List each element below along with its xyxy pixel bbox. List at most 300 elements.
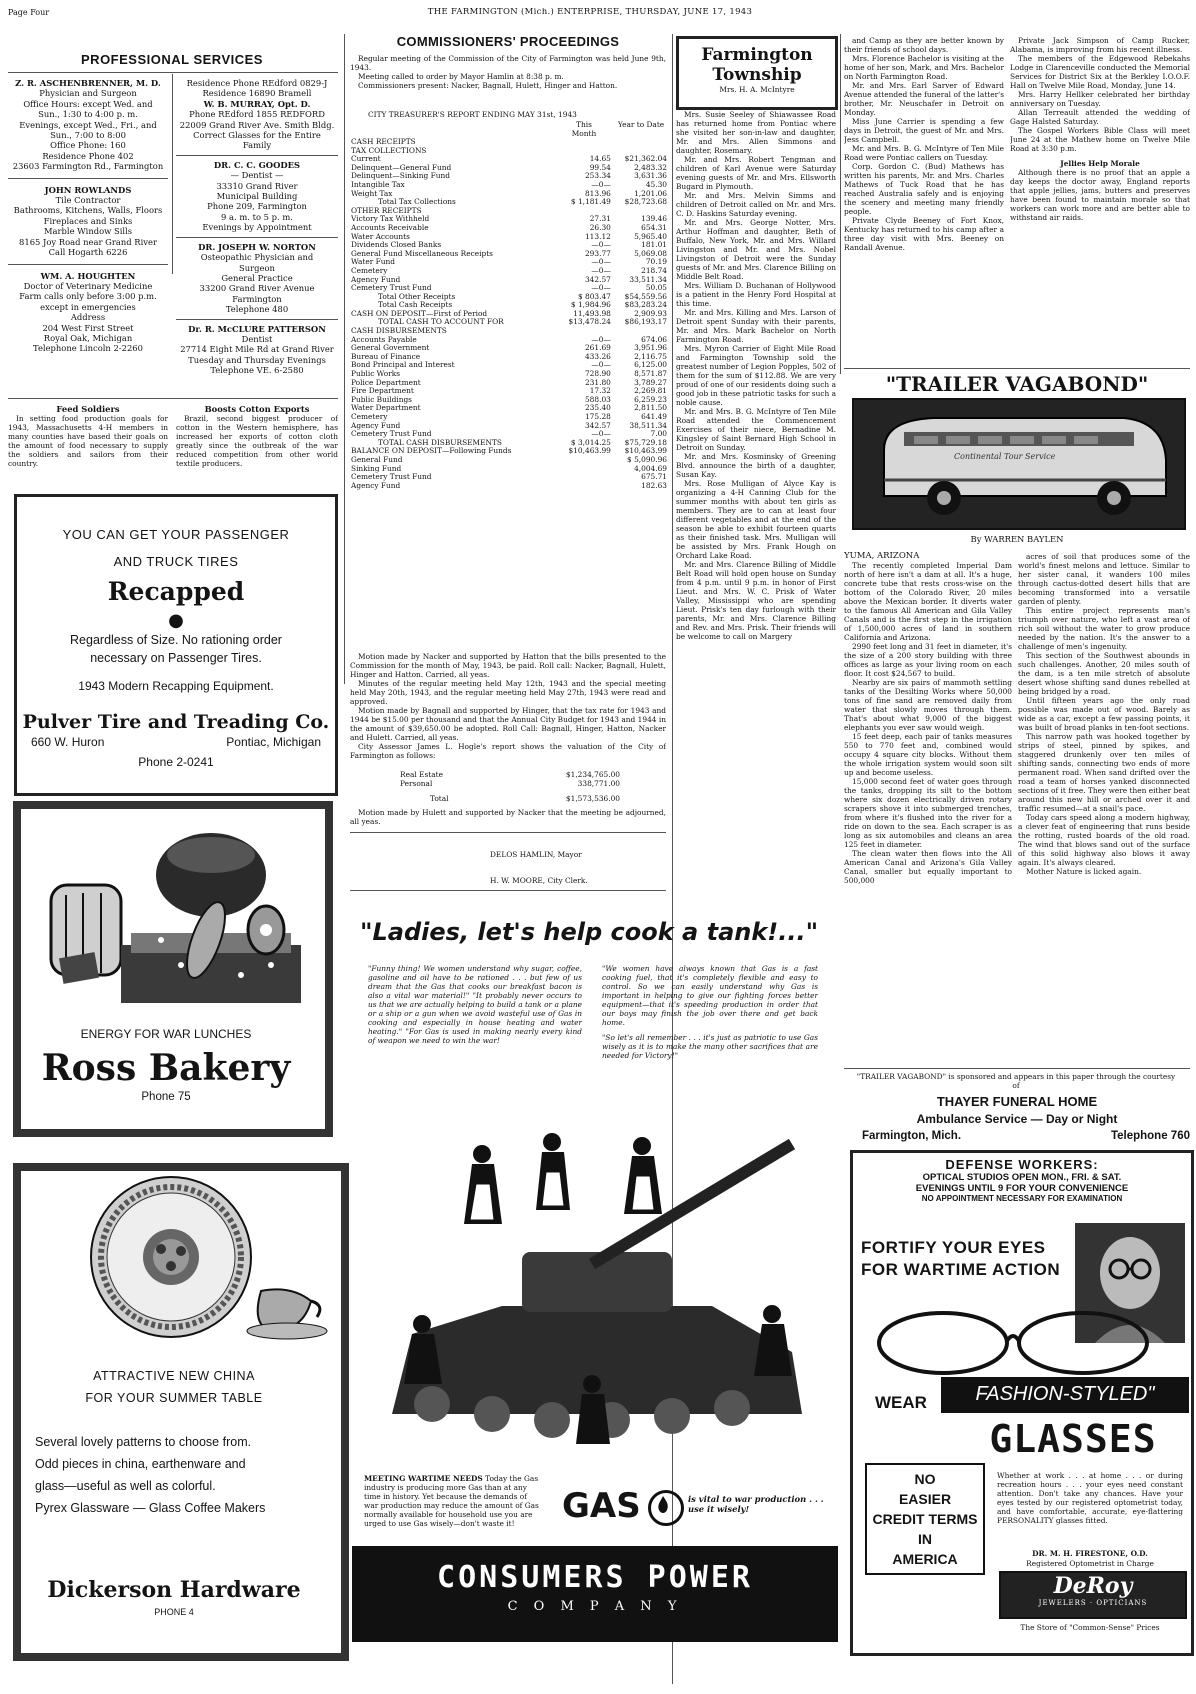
paragraph: Motion made by Hulett and supported by Nacker that the meeting be adjourned, all yeas.	[350, 808, 666, 826]
professional-left-column	[8, 78, 168, 398]
ledger-ytd-value: 38,511.34	[629, 420, 667, 430]
ledger-row	[350, 147, 668, 156]
valuation-label: Personal	[400, 779, 433, 788]
listing-line: Telephone VE. 6-2580	[210, 365, 304, 376]
listing-name: JOHN ROWLANDS	[44, 184, 132, 195]
ledger-row	[350, 258, 668, 267]
ledger-label: CASH DISBURSEMENTS	[351, 326, 447, 336]
ledger-month-value	[556, 465, 612, 474]
listing-line: Evenings, except Wed., Fri., and	[19, 119, 157, 130]
ledger-month-value: 342.57	[584, 274, 611, 284]
ledger-label: General Fund Miscellaneous Receipts	[351, 248, 493, 258]
tank-with-women-illustration	[352, 1084, 838, 1464]
signature-mayor: DELOS HAMLIN, Mayor	[490, 850, 582, 859]
listing-line: Bathrooms, Kitchens, Walls, Floors	[13, 205, 163, 216]
ad-line: necessary on Passenger Tires.	[90, 651, 262, 665]
listing-aschenbrenner	[8, 78, 168, 172]
ledger-label: Cemetery Trust Fund	[351, 283, 432, 293]
ledger-ytd-value: $10,463.99	[624, 446, 667, 456]
commissioners-closing	[350, 808, 666, 826]
ledger-ytd-value: 70.19	[645, 257, 667, 267]
ad-line: CREDIT TERMS	[872, 1511, 978, 1527]
ad-line: EVENINGS UNTIL 9 FOR YOUR CONVENIENCE	[915, 1183, 1129, 1194]
ad-copy: Whether at work . . . at home . . . or during recreation hours . . . your eyes need constant attention. Don't take any chances. Have your eyes tested by our registered optometrist today, and have comfortable, accurate, eye-flattering PERSONALITY glasses fitted.	[997, 1471, 1183, 1525]
ledger-label: Total Other Receipts	[378, 291, 456, 301]
fineprint-title: MEETING WARTIME NEEDS	[364, 1474, 483, 1483]
ledger-row	[350, 404, 668, 413]
paragraph: Mrs. Rose Mulligan of Alyce Kay is organizing a 4-H Canning Club for the summer months with about ten girls as members. They are to can at least four different vegetables and at the end of the season be able to exhibit fourteen quarts as their finished task. Mrs. Mulligan will be assisted by Mrs. Frank Hough on Orchard Lake Road.	[676, 479, 836, 560]
ledger-label: Fire Department	[351, 386, 414, 396]
listing-line: Residence 16890 Bramell	[202, 88, 312, 99]
ledger-label: Sinking Fund	[351, 463, 402, 473]
ad-tagline: ENERGY FOR WAR LUNCHES	[80, 1027, 252, 1041]
listing-name: DR. C. C. GOODES	[213, 159, 301, 170]
ledger-label: Accounts Payable	[351, 334, 417, 344]
listing-line: Phone REdford 1855 REDFORD	[189, 109, 325, 120]
ledger-label: Bureau of Finance	[351, 351, 421, 361]
ledger-ytd-value: 641.49	[641, 412, 667, 421]
listing-murray	[176, 78, 338, 151]
listing-line: Royal Oak, Michigan	[43, 332, 133, 343]
ledger-ytd-value: $54,559.56	[624, 291, 667, 301]
brief-feed-soldiers	[8, 404, 168, 490]
ledger-label: Intangible Tax	[351, 179, 405, 189]
masthead: THE FARMINGTON (Mich.) ENTERPRISE, THURSDAY, JUNE 17, 1943	[427, 8, 753, 17]
ledger-ytd-value: 7.00	[650, 429, 667, 439]
listing-name: DR. JOSEPH W. NORTON	[198, 241, 316, 252]
paragraph: This entire project represents man's triumph over nature, who left a vast area of rich soil without the water to grow produce needed by the nation. It's the answer to a challenge of men's ingenuity.	[1018, 606, 1190, 651]
ledger-month-value: $10,463.99	[568, 446, 611, 456]
listing-line: Address	[70, 312, 106, 323]
company-name: CONSUMERS POWER	[437, 1560, 753, 1595]
brief-title: Feed Soldiers	[56, 404, 120, 414]
paragraph: Mr. and Mrs. B. G. McIntyre of Ten Mile Road attended the Commencement Exercises of their niece, Bernadine M. Kingsley of Saint Bernard High School in Detroit on Sunday.	[676, 407, 836, 452]
ad-city: Pontiac, Michigan	[226, 735, 321, 749]
ledger-label: TAX COLLECTIONS	[351, 145, 427, 155]
ledger-month-value: $ 3,014.25	[570, 437, 611, 447]
jellies-title: Jellies Help Morale	[1060, 159, 1140, 168]
ledger-label: Current	[351, 154, 381, 164]
ad-business-name: Ross Bakery	[41, 1047, 291, 1089]
paragraph: "We women have always known that Gas is a fast cooking fuel, that it's completely flexible and easy to control. So we can easily understand why Gas is important in helping to give our fighting forces better equipment—that it's speeding production in order that our boys may finish the job over there and get back home.	[602, 964, 818, 1027]
listing-line: Telephone Lincoln 2-2260	[33, 343, 143, 354]
ad-line: OPTICAL STUDIOS OPEN MON., FRI. & SAT.	[922, 1172, 1122, 1183]
ad-fineprint	[364, 1474, 542, 1528]
paragraph: Mr. and Mrs. George Notter, Mrs. Arthur Hoffman and daughter, Beth of Buffalo, New York, Mr. and Mrs. Willard Livingston and Mr. and Mrs. Nobel Livingston of Detroit were the Sunday guests of Mr. and Mrs. Clarence Billing on Middle Belt Road.	[676, 218, 836, 281]
ledger-ytd-value: $75,729.18	[624, 437, 667, 447]
ad-line: FOR WARTIME ACTION	[861, 1260, 1061, 1279]
ledger-month-value: 433.26	[584, 351, 611, 361]
listing-line: 8165 Joy Road near Grand River	[19, 236, 157, 247]
ledger-month-value	[556, 138, 612, 147]
fortify-headline	[861, 1237, 1061, 1281]
ledger-label: Water Accounts	[351, 231, 410, 241]
gas-logo-text: GAS	[562, 1486, 641, 1526]
ledger-ytd-value: 50.05	[645, 283, 667, 293]
ledger-ytd-value: 33,511.34	[629, 274, 667, 284]
listing-line: Sun., 7:00 to 8:00	[50, 130, 126, 141]
paragraph: Mr. and Mrs. Earl Sarver of Edward Avenue attended the funeral of the latter's brother, Mr. Neuschafer in Detroit on Monday.	[844, 81, 1004, 117]
ad-line: glass—useful as well as colorful.	[35, 1479, 216, 1493]
ad-line: Pyrex Glassware — Glass Coffee Makers	[35, 1501, 266, 1515]
paragraph: Private Clyde Beeney of Fort Knox, Kentucky has returned to his camp after a three day visit with Mrs. Beeney on Randall Avenue.	[844, 216, 1004, 252]
store-tagline: The Store of "Common-Sense" Prices	[1020, 1623, 1160, 1632]
paragraph: Mother Nature is licked again.	[1026, 867, 1142, 876]
ad-business-name: Dickerson Hardware	[47, 1577, 301, 1603]
doctor-title: Registered Optometrist in Charge	[1026, 1559, 1154, 1568]
ledger-label: Bond Principal and Interest	[351, 360, 455, 370]
paragraph: Mr. and Mrs. Killing and Mrs. Larson of Detroit spent Sunday with their parents, Mr. and Mrs. Mark Bachelor on North Farmington Road.	[676, 308, 836, 344]
ad-ross-bakery	[14, 802, 332, 1136]
ad-consumers-power	[352, 898, 838, 1650]
ad-wear: WEAR	[875, 1393, 927, 1412]
ad-line: AND TRUCK TIRES	[113, 554, 239, 569]
listing-line: Residence Phone REdford 0829-J	[186, 78, 328, 88]
ledger-label: Police Department	[351, 377, 421, 387]
trailer-article-column-2	[1018, 552, 1190, 1064]
divider	[8, 72, 338, 73]
company-sub: C O M P A N Y	[507, 1599, 683, 1614]
ledger-month-value: 728.90	[584, 369, 611, 379]
ledger-row	[350, 482, 668, 491]
listing-houghten	[8, 271, 168, 354]
trailer-byline: By WARREN BAYLEN	[970, 534, 1064, 544]
column-head-ytd: Year to Date	[617, 120, 665, 129]
listing-line: Surgeon	[239, 262, 275, 273]
ledger-label: TOTAL CASH DISBURSEMENTS	[378, 437, 502, 447]
ledger-ytd-value: $86,193.17	[624, 317, 667, 327]
paragraph: The recently completed Imperial Dam north of here isn't a dam at all. It's a huge, concrete tube that rests cross-wise on the bottom of the Colorado River, 20 miles above the Mexican border. It diverts water to the famous All American and Gila Valley Canals and is the first step in the irrigation of 1,500,000 acres of land in southern California and Arizona.	[844, 561, 1012, 642]
listing-line: Municipal Building	[216, 191, 298, 202]
listing-patterson	[176, 324, 338, 376]
ledger-label: CASH ON DEPOSIT—First of Period	[351, 308, 488, 318]
ad-subline: 1943 Modern Recapping Equipment.	[78, 679, 274, 693]
divider	[350, 890, 666, 891]
brief-cotton-exports	[176, 404, 338, 490]
paragraph: Mr. and Mrs. Kosminsky of Greening Blvd. announce the birth of a daughter, Susan Kay.	[676, 452, 836, 479]
paragraph: Until fifteen years ago the only road possible was made out of wood. Barely as wide as a car, except a few passing points, it was built of broad planks in ten-foot sections.	[1018, 696, 1190, 732]
sponsor-note: "TRAILER VAGABOND" is sponsored and appears in this paper through the courtesy of	[856, 1072, 1176, 1090]
valuation-label: Total	[430, 794, 449, 803]
ledger-month-value: 11,493.98	[573, 308, 611, 318]
listing-line: Doctor of Veterinary Medicine	[23, 280, 153, 291]
ledger-label: Agency Fund	[351, 274, 401, 284]
ledger-label: Weight Tax	[351, 188, 393, 198]
paragraph: Meeting called to order by Mayor Hamlin at 8:38 p. m.	[358, 72, 564, 81]
trailer-article-column-1	[844, 552, 1012, 1064]
paragraph: This section of the Southwest abounds in such challenges. Another, 20 miles south of the dam, is a ten mile stretch of absolute desert whose shifting sand dunes rebelled at being bridged by a road.	[1018, 651, 1190, 696]
brand-name: DeRoy	[1053, 1573, 1133, 1599]
listing-line: Call Hogarth 6226	[48, 247, 128, 258]
china-plate-illustration	[21, 1171, 341, 1351]
column-rule	[172, 74, 173, 274]
ledger-label: Victory Tax Withheld	[351, 214, 430, 224]
ad-line: Odd pieces in china, earthenware and	[35, 1457, 246, 1471]
paragraph: Mr. and Mrs. Clarence Billing of Middle Belt Road will hold open house on Sunday from 4 p.m. until 9 p.m. in honor of First Lieut. and Mrs. W. C. Prisk of Water Valley, Mississippi who are spending Lieut. Prisk's ten day furlough with their parents, Mr. and Mrs. Clarence Billing and Rev. and Mrs. Prisk. Their friends will be welcome to call on Margery	[676, 560, 836, 641]
listing-line: 204 West First Street	[42, 322, 134, 333]
consumers-power-banner	[352, 1546, 838, 1642]
listing-line: Office Phone: 160	[50, 140, 126, 151]
ledger-ytd-value: 1,201.06	[634, 188, 667, 198]
paragraph: Mrs. William D. Buchanan of Hollywood is a patient in the Henry Ford Hospital at this time.	[676, 281, 836, 308]
ledger-row	[350, 250, 668, 259]
ledger-month-value: 17.32	[589, 386, 611, 396]
listing-line: Residence Phone 402	[42, 150, 134, 161]
fineprint-text: Today the Gas industry is producing more Gas than at any time in history. Yet because the demands of war production may reduce the amount of Gas normally available for household use you are urged to use Gas wisely—don't waste it!	[364, 1474, 539, 1528]
ledger-ytd-value: 2,116.75	[634, 351, 667, 361]
commissioners-intro	[350, 54, 666, 90]
ledger-label: Cemetery Trust Fund	[351, 429, 432, 439]
ad-line: Several lovely patterns to choose from.	[35, 1435, 252, 1449]
listing-line: General Practice	[221, 272, 293, 283]
signature-clerk: H. W. MOORE, City Clerk.	[490, 876, 588, 885]
bullet-icon: ●	[168, 610, 184, 631]
ledger-ytd-value: 2,811.50	[634, 403, 667, 413]
paragraph: Mrs. Harry Hellker celebrated her birthday anniversary on Tuesday.	[1010, 90, 1190, 108]
ledger-ytd-value: 182.63	[641, 480, 667, 490]
paragraph: Mr. and Mrs. Melvin Simms and children of Detroit called on Mr. and Mrs. C. D. Haskins Saturday evening.	[676, 191, 836, 218]
ad-headline: FOR YOUR SUMMER TABLE	[85, 1391, 263, 1405]
column-rule	[344, 34, 345, 684]
divider	[844, 368, 1190, 369]
credit-terms-badge	[865, 1463, 985, 1575]
bus-icon	[854, 400, 1184, 528]
paragraph: Today cars speed along a modern highway, a clever feat of engineering that runs beside the rotting, rusted boards of the old road. The wind that blows sand out of the surface of this solid highway also blows it away again. It's always cleared.	[1018, 813, 1190, 867]
paragraph: and Camp as they are better known by their friends of school days.	[844, 36, 1004, 54]
ledger-ytd-value: 3,631.36	[634, 171, 667, 181]
listing-name: W. B. MURRAY, Opt. D.	[203, 98, 311, 109]
ledger-ytd-value: $28,723.68	[624, 197, 667, 207]
ledger-label: Water Fund	[351, 257, 395, 267]
listing-line: — Dentist —	[230, 170, 284, 181]
ledger-label: Water Department	[351, 403, 421, 413]
ledger-month-value	[556, 482, 612, 491]
ledger-label: Delinquent—Sinking Fund	[351, 171, 451, 181]
valuation-table	[400, 770, 620, 803]
ad-line: NO	[914, 1471, 936, 1487]
ledger-ytd-value: 45.30	[645, 179, 667, 189]
ledger-label: Accounts Receivable	[351, 222, 429, 232]
paragraph: 15,000 second feet of water goes through the tanks, dropping its silt to the bottom where six dozen electrically driven rotary scrapers shove it into submerged trenches, from where it's flushed into the river for a ride on down to the sea. Each scraper is as long as six automobiles and cleans an area 125 feet in diameter.	[844, 777, 1012, 849]
ledger-ytd-value: 2,269.81	[634, 386, 667, 396]
paragraph: Allan Terreault attended the wedding of Gage Halsted Saturday.	[1010, 108, 1190, 126]
ledger-label: Total Cash Receipts	[378, 300, 453, 310]
trailer-dateline: YUMA, ARIZONA	[844, 552, 920, 561]
ledger-month-value: 113.12	[584, 231, 611, 241]
trailer-illustration	[852, 398, 1186, 530]
ledger-month-value	[556, 456, 612, 465]
listing-rowlands	[8, 185, 168, 258]
paragraph: The members of the Edgewood Rebekahs Lodge in Clarenceville conducted the Memorial Services for District Six at the Berkley I.O.O.F. Hall on Twelve Mile Road, Monday, June 14.	[1010, 54, 1190, 90]
ledger-label: TOTAL CASH TO ACCOUNT FOR	[378, 317, 504, 327]
listing-line: Telephone 480	[225, 304, 289, 315]
ledger-month-value: —0—	[591, 283, 611, 293]
listing-line: Family	[242, 140, 272, 151]
ad-address: 660 W. Huron	[31, 735, 105, 749]
paragraph: Mrs. Florence Bachelor is visiting at the home of her son, Mark, and Mrs. Bachelor on North Farmington Road.	[844, 54, 1004, 81]
ledger-month-value: —0—	[591, 360, 611, 370]
listing-line: 33200 Grand River Avenue	[199, 283, 315, 294]
paragraph: This narrow path was hooked together by strips of steel, pinned by spikes, and staggered drunkenly over ten miles of shifting sands, connecting two ends of more permanent road. When sand drifted over the road a team of horses yanked disconnected sections of it free. They were then either beat around this new hill or arched over it and traffic resumed—at a snail's pace.	[1018, 732, 1190, 813]
doctor-name: DR. M. H. FIRESTONE, O.D.	[1032, 1549, 1148, 1558]
township-title: Township	[712, 65, 802, 85]
trailer-vagabond-title: "TRAILER VAGABOND"	[885, 372, 1149, 396]
ledger-ytd-value: 654.31	[641, 222, 667, 232]
ledger-month-value: $ 1,984.96	[570, 300, 611, 310]
paragraph: 15 feet deep, each pair of tanks measures 550 to 770 feet and, combined would occupy 4 square city blocks. Without them the whole irrigation system would soon silt up and become useless.	[844, 732, 1012, 777]
sponsor-name: THAYER FUNERAL HOME	[936, 1094, 1098, 1109]
ad-line: Regardless of Size. No rationing order	[70, 633, 282, 647]
ad-line: AMERICA	[892, 1551, 958, 1567]
ledger-month-value: $ 803.47	[577, 291, 611, 301]
paragraph: Private Jack Simpson of Camp Rucker, Alabama, is improving from his recent illness.	[1010, 36, 1190, 54]
ad-phone: Phone 2-0241	[138, 755, 214, 769]
township-title: Farmington	[701, 45, 813, 65]
ledger-ytd-value: 139.46	[641, 214, 667, 224]
listing-line: Dentist	[241, 333, 273, 344]
ledger-label: Public Buildings	[351, 394, 412, 404]
ledger-month-value: 99.54	[589, 162, 611, 172]
ledger-table	[350, 138, 668, 490]
brief-title: Boosts Cotton Exports	[204, 404, 310, 414]
ledger-label: OTHER RECEIPTS	[351, 205, 422, 215]
ledger-label: Agency Fund	[351, 480, 401, 490]
column-rule	[840, 34, 841, 374]
ledger-label: Cemetery	[351, 265, 388, 275]
ledger-label: Delinquent—General Fund	[351, 162, 452, 172]
ledger-ytd-value: $21,362.04	[624, 154, 667, 164]
paragraph: The Gospel Workers Bible Class will meet June 24 at the Mathew home on Twelve Mile Road at 3:30 p.m.	[1010, 126, 1190, 153]
deroy-logo	[999, 1571, 1187, 1619]
valuation-value: 338,771.00	[577, 779, 620, 788]
listing-norton	[176, 242, 338, 315]
paragraph: Corp. Gordon C. (Bud) Mathews has written his parents, Mr. and Mrs. Charles Mathews of Tuck Road that he has reached Australia safely and is enjoying the scenery and meeting many friendly people.	[844, 162, 1004, 216]
ledger-ytd-value: 4,004.69	[634, 463, 667, 473]
ledger-label: Cemetery	[351, 412, 388, 421]
ledger-ytd-value: $ 5,090.96	[627, 454, 667, 464]
ledger-label: Cemetery Trust Fund	[351, 472, 432, 482]
paragraph: Regular meeting of the Commission of the City of Farmington was held June 9th, 1943.	[350, 54, 666, 72]
ledger-month-value: 231.80	[584, 377, 611, 387]
valuation-value: $1,573,536.00	[565, 794, 620, 803]
township-title-box	[676, 36, 838, 110]
ledger-ytd-value: $83,283.24	[624, 300, 667, 310]
ledger-month-value: $13,478.24	[568, 317, 611, 327]
gas-flame-icon	[648, 1490, 684, 1526]
listing-line: 22009 Grand River Ave. Smith Bldg.	[179, 119, 335, 130]
paragraph: Mr. and Mrs. Robert Tengman and children of Karl Avenue were Saturday evening guests of Mr. and Mrs. Ellsworth Bugard in Plymouth.	[676, 155, 836, 191]
ledger-ytd-value: 3,951.96	[634, 343, 667, 353]
professional-services-title: PROFESSIONAL SERVICES	[81, 52, 263, 67]
professional-right-column	[176, 78, 338, 398]
ledger-ytd-value: 6,259.23	[634, 394, 667, 404]
divider	[350, 832, 666, 833]
listing-line: Correct Glasses for the Entire	[193, 130, 321, 141]
paragraph: City Assessor James L. Hogle's report shows the valuation of the City of Farmington as follows:	[350, 742, 666, 760]
listing-line: Tuesday and Thursday Evenings	[188, 354, 326, 365]
listing-line: Evenings by Appointment	[202, 222, 312, 233]
ledger-ytd-value: 6,125.00	[634, 360, 667, 370]
ledger-month-value: 293.77	[584, 248, 611, 258]
ledger-ytd-value: 5,069.08	[634, 248, 667, 258]
ledger-ytd-value: 2,483.32	[634, 162, 667, 172]
listing-line: Tile Contractor	[55, 195, 121, 206]
listing-line: Marble Window Sills	[43, 226, 133, 237]
township-byline: Mrs. H. A. McIntyre	[719, 85, 795, 94]
bus-side-text: Continental Tour Service	[954, 452, 1056, 461]
paragraph: 2990 feet long and 31 feet in diameter, it's the size of a 200 story building with three offices as large as your living room on each floor. It cost $24,567 to build.	[844, 642, 1012, 678]
glasses-headline: GLASSES	[989, 1417, 1157, 1461]
treasurer-report-title: CITY TREASURER'S REPORT ENDING MAY 31st, 1943	[368, 110, 577, 119]
brief-text: In setting food production goals for 1943, Massachusetts 4-H members in many counties have based their goals on the amount of food necessary to supply the soldiers and sailors from their country.	[8, 414, 168, 469]
listing-line: Farm calls only before 3:00 p.m.	[19, 291, 157, 302]
township-column-1	[676, 110, 836, 890]
paragraph: Nearby are six pairs of mammoth settling tanks of the Desilting Works where 50,000 tons of fine sand are removed daily from water that slowly moves through them. That's about what 9,000 of the biggest elephants you ever saw would weigh.	[844, 678, 1012, 732]
paragraph: Although there is no proof that an apple a day keeps the doctor away, England reports that apple jellies, jams, butters and preserves have been found to maintain morale so that workers can work more and are better able to withstand air raids.	[1010, 168, 1190, 222]
brief-text: Brazil, second biggest producer of cotton in the Western hemisphere, has increased her exports of cotton cloth greatly since the outbreak of the war reduced competition from other world textile producers.	[176, 414, 338, 469]
township-column-3	[1010, 36, 1190, 366]
ledger-month-value: $ 1,181.49	[570, 197, 611, 207]
sponsor-city: Farmington, Mich.	[862, 1130, 962, 1142]
valuation-value: $1,234,765.00	[565, 770, 620, 779]
listing-line: Office Hours: except Wed. and	[23, 98, 153, 109]
listing-line: 33310 Grand River	[216, 180, 298, 191]
brand-sub: JEWELERS · OPTICIANS	[1038, 1599, 1148, 1607]
ad-dickerson-hardware	[14, 1164, 348, 1660]
listing-line: except in emergencies	[40, 301, 136, 312]
listing-name: WM. A. HOUGHTEN	[40, 270, 136, 281]
ledger-month-value: 26.30	[589, 222, 611, 232]
paragraph: The clean water then flows into the All American Canal and Arizona's Gila Valley Canal, smaller but equally important to 500,000	[844, 849, 1012, 885]
listing-name: Z. R. ASCHENBRENNER, M. D.	[15, 78, 161, 88]
bread-illustration	[21, 815, 325, 1015]
paragraph: Mrs. Susie Seeley of Shiawassee Road has returned home from Pontiac where she visited her son-in-law and daughter, Mr. and Mrs. Allen Simmons and daughter, Rosemary.	[676, 110, 836, 155]
ledger-month-value: 253.34	[584, 171, 611, 181]
ad-optical-defense-workers	[850, 1150, 1194, 1656]
ad-headline: ATTRACTIVE NEW CHINA	[93, 1369, 255, 1383]
listing-goodes	[176, 160, 338, 233]
ad-headline: "Ladies, let's help cook a tank!..."	[360, 918, 819, 946]
township-column-2	[844, 36, 1004, 366]
ledger-label: Public Works	[351, 369, 401, 379]
listing-line: Physician and Surgeon	[39, 88, 137, 99]
ledger-label: CASH RECEIPTS	[351, 138, 416, 146]
paragraph: Motion made by Bagnall and supported by Hinger, that the tax rate for 1943 and 1944 be $15.00 per thousand and that the Annual City Budget for 1943 and 1944 in the amount of $39,650.00 be adopted. Roll Call: Bagnall, Hinger, Hatton, Nacker and Hulett. Carried, all yeas.	[350, 706, 666, 742]
ad-line: FASHION-STYLED"	[975, 1383, 1155, 1405]
ad-line: IN	[918, 1531, 932, 1547]
listing-line: 23603 Farmington Rd., Farmington	[12, 161, 164, 172]
gas-slogan: is vital to war production . . . use it wisely!	[688, 1494, 824, 1515]
ledger-label: Total Tax Collections	[378, 197, 456, 207]
ledger-month-value: 27.31	[589, 214, 611, 224]
listing-line: Fireplaces and Sinks	[43, 215, 133, 226]
ad-line: YOU CAN GET YOUR PASSENGER	[62, 527, 290, 542]
ad-line: FORTIFY YOUR EYES	[861, 1238, 1046, 1257]
paragraph: "So let's all remember . . . it's just as patriotic to use Gas wisely as it is to make the many other sacrifices that are needed for Victory!"	[602, 1033, 818, 1060]
ledger-ytd-value: 181.01	[641, 240, 667, 250]
column-head-month: This Month	[571, 120, 597, 138]
ledger-ytd-value: 3,789.27	[634, 377, 667, 387]
ledger-month-value: —0—	[591, 334, 611, 344]
ledger-row	[350, 181, 668, 190]
ad-line: NO APPOINTMENT NECESSARY FOR EXAMINATION	[921, 1194, 1123, 1203]
ledger-ytd-value: 8,571.87	[634, 369, 667, 379]
paragraph: Motion made by Nacker and supported by Hatton that the bills presented to the Commission for the month of May, 1943, be paid. Roll call: Nacker, Bagnall, Hulett, Hinger and Hatton. Carried, all yeas.	[350, 652, 666, 679]
ledger-ytd-value: 5,965.40	[634, 231, 667, 241]
ledger-month-value: —0—	[591, 240, 611, 250]
sponsor-phone: Telephone 760	[1110, 1130, 1190, 1142]
ad-copy-right	[602, 964, 818, 1060]
